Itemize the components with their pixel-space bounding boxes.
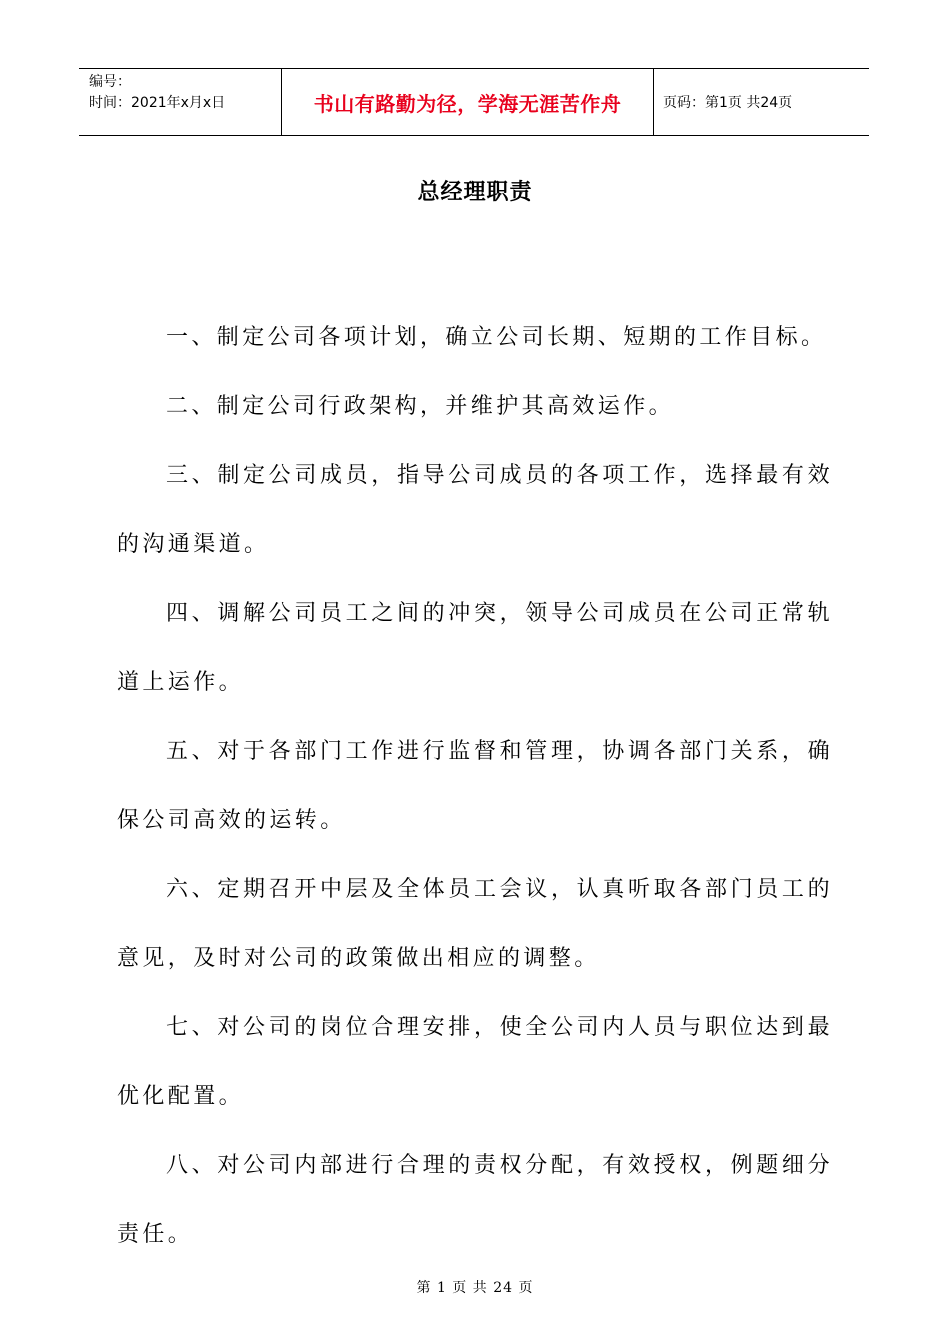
paragraph-5: 五、对于各部门工作进行监督和管理，协调各部门关系，确保公司高效的运转。 (117, 739, 833, 833)
header-meta (79, 69, 281, 135)
document-number-label: 编号： (89, 74, 131, 90)
paragraph-1: 一、制定公司各项计划，确立公司长期、短期的工作目标。 (166, 325, 827, 350)
paragraph-3: 三、制定公司成员，指导公司成员的各项工作，选择最有效的沟通渠道。 (117, 463, 833, 557)
header-motto: 书山有路勤为径，学海无涯苦作舟 (281, 69, 654, 135)
page-header (79, 68, 869, 136)
paragraph-7: 七、对公司的岗位合理安排，使全公司内人员与职位达到最优化配置。 (117, 1015, 833, 1109)
paragraph-2: 二、制定公司行政架构，并维护其高效运作。 (166, 394, 675, 419)
paragraph-6: 六、定期召开中层及全体员工会议，认真听取各部门员工的意见，及时对公司的政策做出相应的调整。 (117, 877, 833, 971)
document-body (117, 303, 833, 1269)
document-title: 总经理职责 (417, 180, 533, 205)
header-page-info: 页码：第1页 共24页 (663, 95, 793, 111)
page-footer: 第 1 页 共 24 页 (416, 1280, 534, 1296)
document-date: 时间：2021年x月x日 (89, 95, 226, 111)
paragraph-8: 八、对公司内部进行合理的责权分配，有效授权，例题细分责任。 (117, 1153, 833, 1247)
paragraph-4: 四、调解公司员工之间的冲突，领导公司成员在公司正常轨道上运作。 (117, 601, 833, 695)
